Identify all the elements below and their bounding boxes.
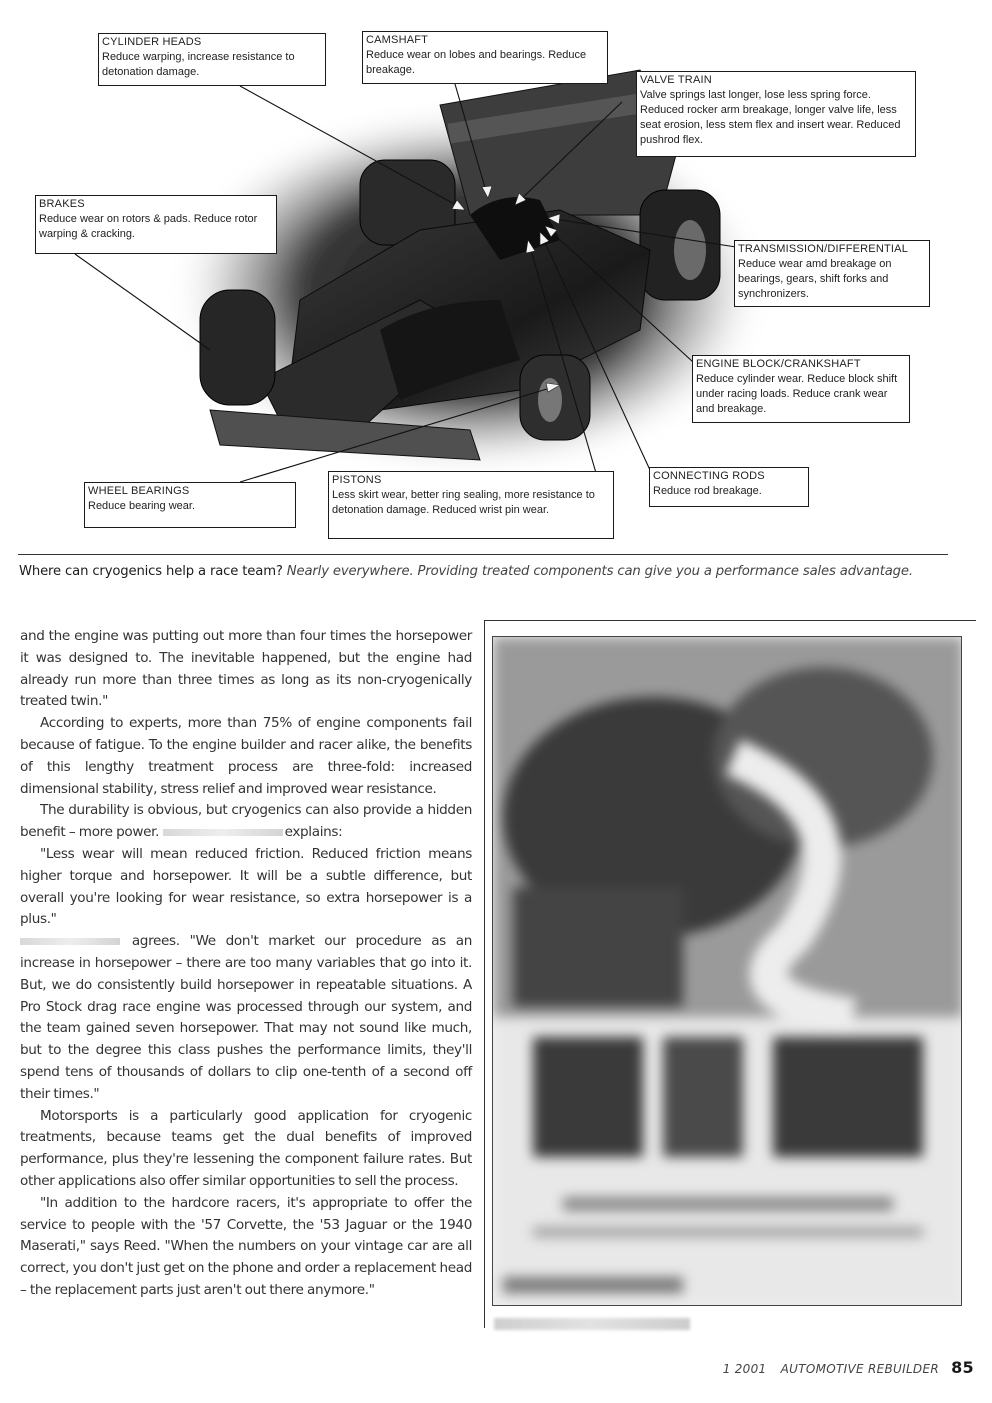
- callout-transmission: [734, 240, 930, 307]
- paragraph: [20, 931, 472, 1105]
- paragraph: "Less wear will mean reduced friction. Reduced friction means higher torque and horsepower. It will be a subtle difference, but overall you're looking for wear resistance, so extra horsepower is a plus.": [20, 845, 472, 928]
- ad-text-line: [563, 1197, 893, 1211]
- callout-body: Reduce warping, increase resistance to detonation damage.: [102, 51, 295, 78]
- redacted-name: [20, 938, 120, 945]
- article-body: [20, 626, 472, 1302]
- paragraph-text: agrees. "We don't market our procedure as an increase in horsepower – there are too many variables that go into it. But, we do consistently build horsepower in repeatable situations. A Pro Stock drag race engine was processed through our system, and the team gained seven horsepower. That may not sound like much, but to the degree this class pushes the performance limits, they'll spend tens of thousands of dollars to clip one-tenth of a second off their times.": [20, 933, 472, 1102]
- page-number: 85: [951, 1358, 974, 1377]
- redacted-name: [163, 829, 283, 836]
- paragraph: and the engine was putting out more than four times the horsepower it was designed to. The inevitable happened, but the engine had already run more than three times as long as its non-cryogenically treated twin.": [20, 628, 472, 710]
- magazine-name: AUTOMOTIVE REBUILDER: [780, 1362, 939, 1376]
- paragraph: According to experts, more than 75% of engine components fail because of fatigue. To the engine builder and racer alike, the benefits of this lengthy treatment process are three-fold: increased dimensional stability, stress relief and improved wear resistance.: [20, 715, 472, 797]
- callout-title: CAMSHAFT: [366, 34, 429, 46]
- paragraph: Motorsports is a particularly good application for cryogenic treatments, because teams get the dual benefits of improved performance, plus they're lessening the component failure rates. But other applications also offer similar opportunities to sell the process.: [20, 1107, 472, 1189]
- figure-caption: [19, 564, 959, 579]
- ad-headline-block: [773, 1037, 923, 1157]
- callout-body: Reduce cylinder wear. Reduce block shift under racing loads. Reduce crank wear and breakage.: [696, 373, 898, 415]
- ad-headline-block: [533, 1037, 643, 1157]
- paragraph: "In addition to the hardcore racers, it's appropriate to offer the service to people with the '57 Corvette, the '53 Jaguar or the 1940 Maserati," says Reed. "When the numbers on your vintage car are all correct, you don't just get on the phone and order a replacement head – the replacement parts just aren't out there anymore.": [20, 1194, 473, 1298]
- callout-title: BRAKES: [39, 198, 85, 210]
- ad-text-line: [503, 1277, 683, 1293]
- callout-wheel-bearings: [84, 482, 296, 528]
- callout-title: ENGINE BLOCK/CRANKSHAFT: [696, 358, 861, 370]
- callout-body: Valve springs last longer, lose less spring force. Reduced rocker arm breakage, longer valve life, less seat erosion, less stem flex and insert wear. Reduced pushrod flex.: [640, 89, 901, 146]
- callout-body: Less skirt wear, better ring sealing, more resistance to detonation damage. Reduced wrist pin wear.: [332, 489, 595, 516]
- advertisement-blurred: [492, 636, 962, 1306]
- cryogenics-figure: [0, 0, 992, 552]
- callout-body: Reduce wear amd breakage on bearings, gears, shift forks and synchronizers.: [738, 258, 892, 300]
- callout-engine-block: [692, 355, 910, 423]
- page-footer: [723, 1358, 974, 1377]
- ad-text-line: [533, 1227, 923, 1237]
- callout-valve-train: [636, 71, 916, 157]
- callout-body: Reduce wear on lobes and bearings. Reduce breakage.: [366, 49, 587, 76]
- callout-title: TRANSMISSION/DIFFERENTIAL: [738, 243, 909, 255]
- callout-title: WHEEL BEARINGS: [88, 485, 190, 497]
- rear-wheel-hub-right: [674, 220, 706, 280]
- callout-body: Reduce rod breakage.: [653, 485, 762, 497]
- caption-rule: [18, 554, 948, 555]
- caption-answer: Nearly everywhere. Providing treated components can give you a performance sales advantage.: [286, 564, 913, 579]
- front-tire-left: [200, 290, 275, 405]
- callout-body: Reduce wear on rotors & pads. Reduce rotor warping & cracking.: [39, 213, 258, 240]
- paragraph-text: explains:: [284, 824, 343, 841]
- paragraph: [20, 800, 472, 844]
- ad-photo-dark-form: [513, 887, 683, 1007]
- callout-cylinder-heads: [98, 33, 326, 86]
- advertisement-footer-blurred: [494, 1318, 690, 1330]
- advertisement-artwork: [493, 637, 962, 1306]
- ad-headline-block: [663, 1037, 743, 1157]
- callout-connecting-rods: [649, 467, 809, 507]
- callout-title: VALVE TRAIN: [640, 74, 712, 86]
- paragraph-text: The durability is obvious, but cryogenics can also provide a hidden benefit – more power.: [20, 802, 472, 841]
- callout-pistons: [328, 471, 614, 539]
- callout-body: Reduce bearing wear.: [88, 500, 196, 512]
- callout-title: PISTONS: [332, 474, 382, 486]
- callout-camshaft: [362, 31, 608, 84]
- callout-brakes: [35, 195, 277, 254]
- callout-title: CYLINDER HEADS: [102, 36, 202, 48]
- issue-date: 1 2001: [722, 1362, 767, 1376]
- callout-title: CONNECTING RODS: [653, 470, 765, 482]
- caption-question: Where can cryogenics help a race team?: [19, 564, 283, 579]
